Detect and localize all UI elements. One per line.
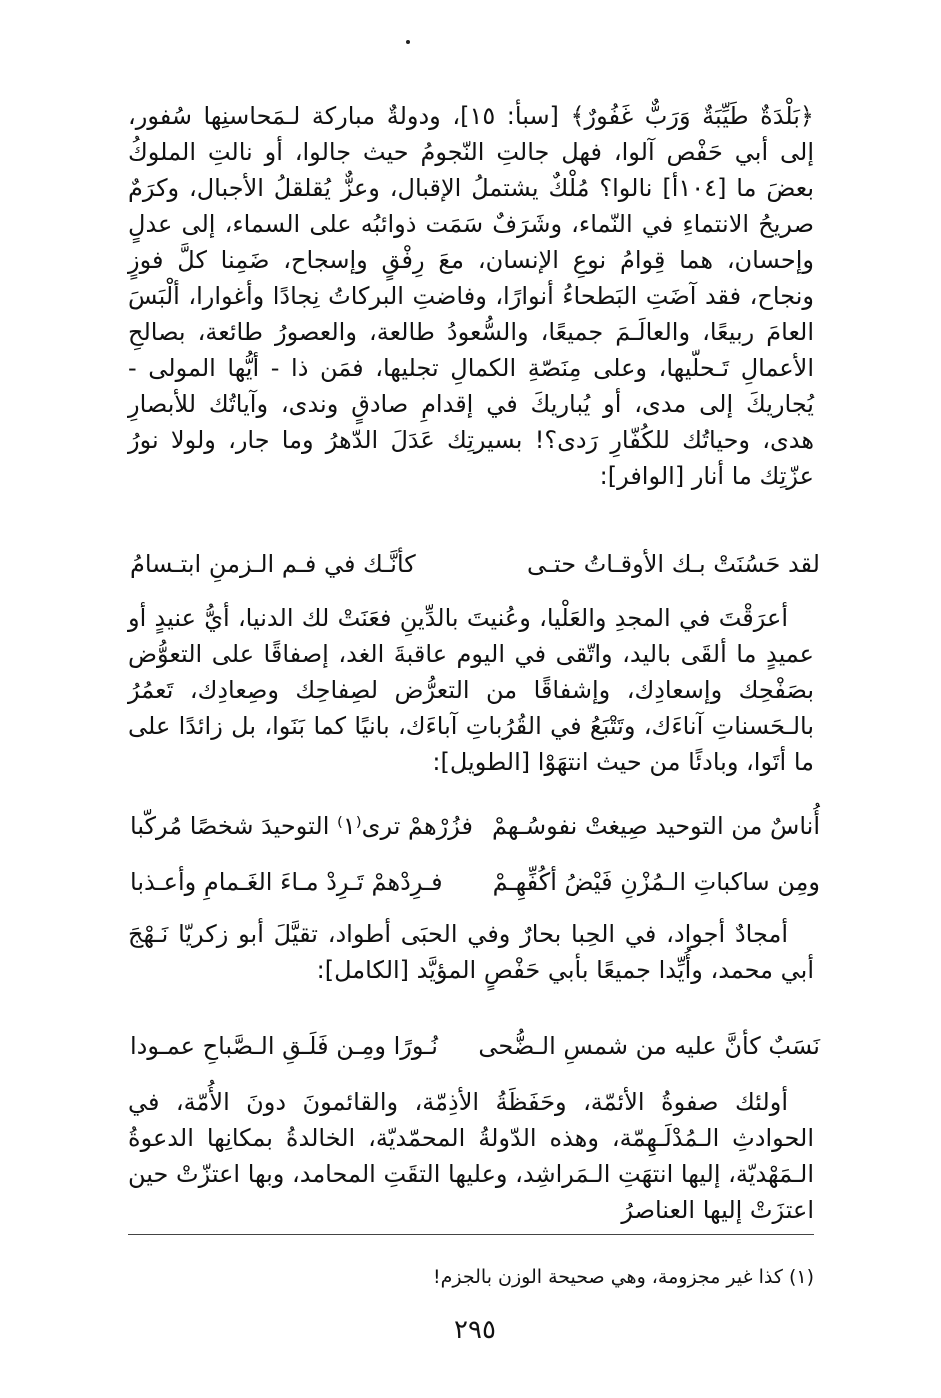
verse-2-second-hemistich: فزُرْهمْ ترى⁽١⁾ التوحيدَ شخصًا مُركّبا [130, 812, 473, 840]
verse-1-second-hemistich: كأنَّـك في فـم الـزمنِ ابتـسامُ [130, 550, 416, 578]
verse-4 [130, 1026, 820, 1066]
header-dot [406, 40, 410, 44]
footnote-separator [128, 1234, 814, 1235]
verse-4-second-hemistich: نُـورًا ومِـن فَلَـقِ الـصَّباحِ عمـودا [130, 1032, 438, 1060]
verse-3-first-hemistich: ومِن ساكباتِ الـمُزْنِ فَيْضُ أكُفِّهِـمْ [492, 868, 820, 896]
verse-1-first-hemistich: لقد حَسُنَتْ بـك الأوقـاتُ حتـى [526, 550, 820, 578]
verse-3-second-hemistich: فـرِدْهمْ تَـرِدْ مـاءَ الغَـمامِ وأعـذبا [130, 868, 443, 896]
paragraph-1-block [128, 98, 814, 494]
paragraph-2-block [128, 600, 814, 780]
paragraph-4: أولئك صفوةُ الأئمّة، وحَفَظَةُ الأذِمّة، والقائمونَ دونَ الأُمّة، في الحوادثِ الـمُدْلَـهِمّة، وهذه الدّولةُ المحمّديّة، الخالدةُ بمكانِها الدعوةُ الـمَهْديّة، إليها انتهَتِ الـمَراشِد، وعليها التقَتِ المحامد، وبها اعتزّتْ حين اعتزَتْ إليها العناصرُ [128, 1088, 814, 1224]
verse-2-first-hemistich: أُناسٌ من التوحيد صِيغتْ نفوسُـهمْ [491, 812, 820, 840]
paragraph-3-block [128, 916, 814, 988]
verse-3 [130, 862, 820, 902]
verse-4-first-hemistich: نَسَبٌ كأنَّ عليه من شمسِ الـضُّحى [478, 1032, 820, 1060]
verse-2 [130, 806, 820, 846]
page-number: ٢٩٥ [454, 1315, 496, 1345]
paragraph-3: أمجادٌ أجواد، في الحِبا بحارٌ وفي الحبَى أطواد، تقيَّلَ أبو زكريّا نَـهْجَ أبي محمد، وأُيِّدا جميعًا بأبي حَفْصٍ المؤيَّد [الكامل]: [128, 920, 814, 984]
paragraph-1: ﴿بَلْدَةٌ طَيِّبَةٌ وَرَبٌّ غَفُورٌ﴾ [سبأ: ١٥]، ودولةٌ مباركة لـمَحاسنِها سُفور، إلى أبي حَفْص آلوا، فهل جالتِ النّجومُ حيث جالوا، أو نالتِ الملوكُ بعضَ ما [١٠٤أ] نالوا؟ مُلْكٌ يشتملُ الإقبال، وعزٌّ يُقلقلُ الأجبال، وكرَمٌ صريحُ الانتماءِ في النّماء، وشَرَفٌ سَمَت ذوائبُه على السماء، إلى عدلٍ وإحسان، هما قِوامُ نوعِ الإنسان، معَ رِفْقٍ وإسجاح، ضَمِنا كلَّ فوزٍ ونجاح، فقد آضَتِ البَطحاءُ أنوارًا، وفاضتِ البركاتُ نِجادًا وأغوارا، ألْبَسَ العامَ ربيعًا، والعالَـمَ جميعًا، والسُّعودُ طالعة، والعصورُ طائعة، بصالحِ الأعمالِ تَـحلّيها، وعلى مِنَصّةِ الكمالِ تجليها، فمَن ذا - أيُّها المولى - يُجاريكَ إلى مدى، أو يُباريكَ في إقدامِ صادقٍ وندى، وآياتُك للأبصارِ هدى، وحياتُك للكُفّارِ رَدى؟! بسيرتِك عَدَلَ الدّهرُ وما جار، ولولا نورُ عزّتِك ما أنار [الوافر]: [128, 102, 814, 490]
verse-1 [130, 544, 820, 584]
paragraph-4-block [128, 1084, 814, 1228]
footnote: (١) كذا غير مجزومة، وهي صحيحة الوزن بالجزم! [433, 1266, 814, 1288]
paragraph-2: أعرَقْتَ في المجدِ والعَلْيا، وعُنيتَ بالدِّينِ فعَنَتْ لك الدنيا، أيُّ عنيدٍ أو عميدٍ ما ألقَى باليد، واتّقى في اليوم عاقبةَ الغد، إصفاقًا على التعوُّض بصَفْحِك وإسعادِك، وإشفاقًا من التعرُّض لصِفاحِك وصِعادِك، تَعمُرُ بالـحَسناتِ آناءَك، وتَتْبَعُ في القُرُباتِ آباءَك، بانيًا كما بَنَوا، بل زائدًا على ما أتَوا، وبادئًا من حيث انتهَوْا [الطويل]: [128, 604, 814, 776]
